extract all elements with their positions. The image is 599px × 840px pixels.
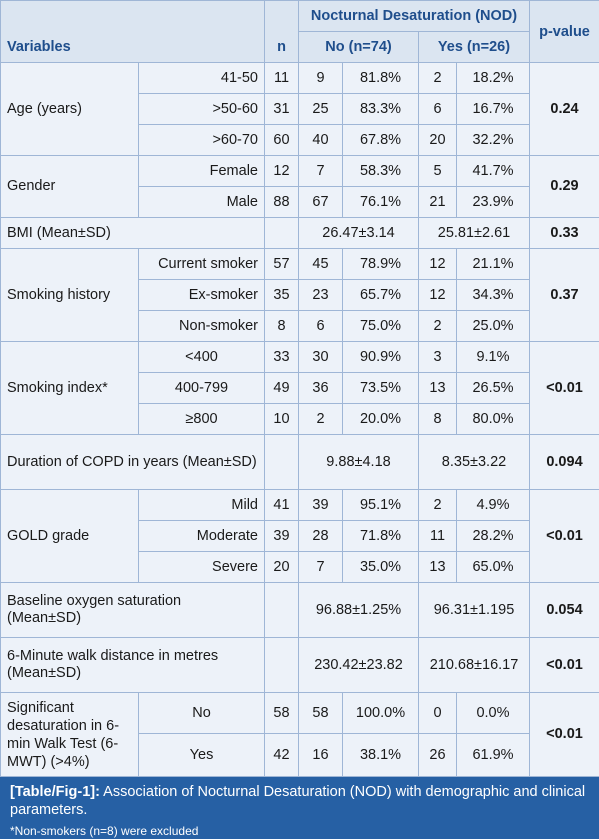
header-n: n [265,1,299,63]
yes-count-cell: 21 [419,187,457,218]
yes-percent-cell: 61.9% [457,734,530,777]
no-count-cell: 23 [299,280,343,311]
p-value-cell: <0.01 [530,693,599,777]
no-percent-cell: 58.3% [343,156,419,187]
n-cell: 33 [265,342,299,373]
no-count-cell: 9 [299,63,343,94]
no-percent-cell: 95.1% [343,490,419,521]
no-value-cell: 96.88±1.25% [299,583,419,638]
category-cell: >60-70 [139,125,265,156]
row-label: Gender [1,156,139,218]
yes-count-cell: 8 [419,404,457,435]
n-cell [265,583,299,638]
yes-percent-cell: 0.0% [457,693,530,734]
n-cell [265,218,299,249]
category-cell: Mild [139,490,265,521]
yes-percent-cell: 28.2% [457,521,530,552]
n-cell: 58 [265,693,299,734]
no-percent-cell: 73.5% [343,373,419,404]
category-cell: Non-smoker [139,311,265,342]
n-cell: 31 [265,94,299,125]
category-cell: Severe [139,552,265,583]
n-cell [265,638,299,693]
yes-count-cell: 12 [419,249,457,280]
category-cell: Ex-smoker [139,280,265,311]
caption-text: Association of Nocturnal Desaturation (NOD) with demographic and clinical parameters. [10,784,585,818]
n-cell [265,435,299,490]
table-row [1,435,599,490]
yes-percent-cell: 23.9% [457,187,530,218]
no-count-cell: 45 [299,249,343,280]
row-label: Significant desaturation in 6-min Walk Test (6-MWT) (>4%) [1,693,139,777]
row-label: Duration of COPD in years (Mean±SD) [1,435,265,490]
n-cell: 42 [265,734,299,777]
n-cell: 49 [265,373,299,404]
table-row [1,638,599,693]
no-percent-cell: 90.9% [343,342,419,373]
no-percent-cell: 35.0% [343,552,419,583]
n-cell: 35 [265,280,299,311]
no-count-cell: 36 [299,373,343,404]
category-cell: >50-60 [139,94,265,125]
n-cell: 12 [265,156,299,187]
yes-percent-cell: 26.5% [457,373,530,404]
yes-count-cell: 12 [419,280,457,311]
no-percent-cell: 65.7% [343,280,419,311]
n-cell: 60 [265,125,299,156]
table-row [1,693,599,734]
no-percent-cell: 76.1% [343,187,419,218]
no-value-cell: 26.47±3.14 [299,218,419,249]
yes-count-cell: 13 [419,552,457,583]
no-count-cell: 67 [299,187,343,218]
p-value-cell: 0.33 [530,218,599,249]
category-cell: No [139,693,265,734]
table-header [1,1,599,63]
header-nod: Nocturnal Desaturation (NOD) [299,1,530,32]
yes-value-cell: 96.31±1.195 [419,583,530,638]
yes-count-cell: 13 [419,373,457,404]
n-cell: 39 [265,521,299,552]
yes-count-cell: 2 [419,490,457,521]
yes-value-cell: 25.81±2.61 [419,218,530,249]
p-value-cell: 0.37 [530,249,599,342]
category-cell: Moderate [139,521,265,552]
yes-count-cell: 26 [419,734,457,777]
yes-percent-cell: 9.1% [457,342,530,373]
yes-count-cell: 2 [419,63,457,94]
table-row [1,249,599,280]
row-label: 6-Minute walk distance in metres (Mean±SD) [1,638,265,693]
n-cell: 11 [265,63,299,94]
p-value-cell: <0.01 [530,342,599,435]
no-percent-cell: 67.8% [343,125,419,156]
no-count-cell: 40 [299,125,343,156]
yes-value-cell: 8.35±3.22 [419,435,530,490]
yes-percent-cell: 65.0% [457,552,530,583]
no-count-cell: 58 [299,693,343,734]
p-value-cell: 0.24 [530,63,599,156]
yes-count-cell: 20 [419,125,457,156]
header-variables: Variables [1,1,265,63]
yes-percent-cell: 25.0% [457,311,530,342]
yes-percent-cell: 18.2% [457,63,530,94]
no-percent-cell: 78.9% [343,249,419,280]
table-caption [0,777,599,839]
yes-count-cell: 2 [419,311,457,342]
category-cell: Yes [139,734,265,777]
no-percent-cell: 83.3% [343,94,419,125]
category-cell: Female [139,156,265,187]
p-value-cell: <0.01 [530,638,599,693]
p-value-cell: 0.054 [530,583,599,638]
n-cell: 20 [265,552,299,583]
no-percent-cell: 38.1% [343,734,419,777]
header-p-value: p-value [530,1,599,63]
no-count-cell: 7 [299,552,343,583]
category-cell: 41-50 [139,63,265,94]
row-label: Smoking index* [1,342,139,435]
category-cell: ≥800 [139,404,265,435]
p-value-cell: 0.29 [530,156,599,218]
row-label: Smoking history [1,249,139,342]
no-count-cell: 2 [299,404,343,435]
row-label: GOLD grade [1,490,139,583]
no-count-cell: 39 [299,490,343,521]
no-count-cell: 25 [299,94,343,125]
category-cell: Male [139,187,265,218]
no-percent-cell: 75.0% [343,311,419,342]
n-cell: 57 [265,249,299,280]
category-cell: <400 [139,342,265,373]
no-count-cell: 7 [299,156,343,187]
yes-count-cell: 0 [419,693,457,734]
yes-percent-cell: 80.0% [457,404,530,435]
no-percent-cell: 81.8% [343,63,419,94]
header-no: No (n=74) [299,32,419,63]
table-row [1,490,599,521]
no-count-cell: 16 [299,734,343,777]
category-cell: Current smoker [139,249,265,280]
category-cell: 400-799 [139,373,265,404]
no-percent-cell: 100.0% [343,693,419,734]
n-cell: 10 [265,404,299,435]
p-value-cell: <0.01 [530,490,599,583]
no-count-cell: 30 [299,342,343,373]
table-row [1,63,599,94]
header-yes: Yes (n=26) [419,32,530,63]
caption-label: [Table/Fig-1]: [10,784,100,800]
table-row [1,156,599,187]
p-value-cell: 0.094 [530,435,599,490]
n-cell: 88 [265,187,299,218]
no-count-cell: 28 [299,521,343,552]
yes-value-cell: 210.68±16.17 [419,638,530,693]
no-value-cell: 9.88±4.18 [299,435,419,490]
yes-count-cell: 11 [419,521,457,552]
n-cell: 41 [265,490,299,521]
no-count-cell: 6 [299,311,343,342]
caption-footnote: *Non-smokers (n=8) were excluded [10,822,592,840]
n-cell: 8 [265,311,299,342]
yes-percent-cell: 16.7% [457,94,530,125]
table-row [1,583,599,638]
yes-count-cell: 3 [419,342,457,373]
yes-count-cell: 6 [419,94,457,125]
table-row [1,342,599,373]
no-value-cell: 230.42±23.82 [299,638,419,693]
row-label: Age (years) [1,63,139,156]
row-label: BMI (Mean±SD) [1,218,265,249]
row-label: Baseline oxygen saturation (Mean±SD) [1,583,265,638]
no-percent-cell: 71.8% [343,521,419,552]
yes-percent-cell: 41.7% [457,156,530,187]
yes-percent-cell: 34.3% [457,280,530,311]
yes-count-cell: 5 [419,156,457,187]
yes-percent-cell: 21.1% [457,249,530,280]
yes-percent-cell: 4.9% [457,490,530,521]
table-body [1,63,599,777]
table-row [1,218,599,249]
yes-percent-cell: 32.2% [457,125,530,156]
no-percent-cell: 20.0% [343,404,419,435]
